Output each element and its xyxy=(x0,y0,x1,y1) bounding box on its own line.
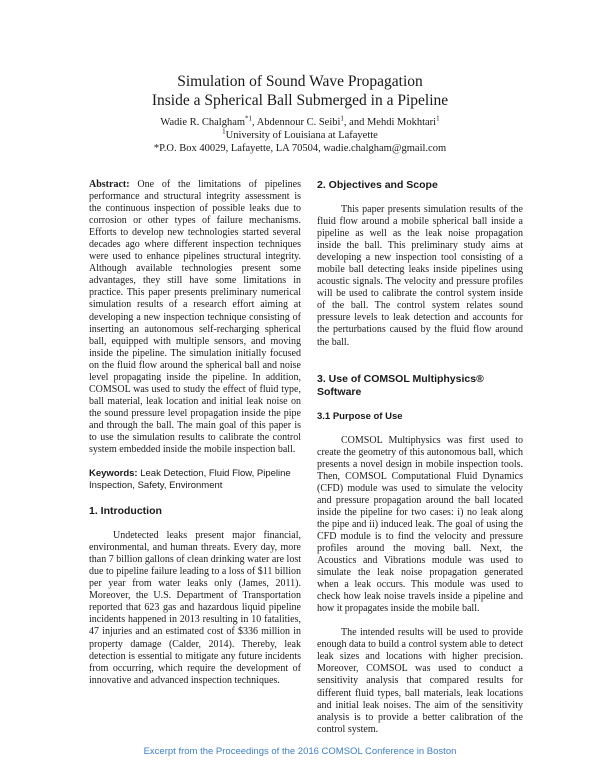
author-2: , Abdennour C. Seibi xyxy=(252,117,341,128)
paper-title xyxy=(0,72,600,110)
keywords xyxy=(89,468,301,492)
purpose-heading: 3.1 Purpose of Use xyxy=(317,410,403,422)
title-line-2: Inside a Spherical Ball Submerged in a Pipeline xyxy=(151,92,449,109)
author-2-sup: 1 xyxy=(340,114,344,123)
abstract-label: Abstract: xyxy=(89,179,130,190)
objectives-heading: 2. Objectives and Scope xyxy=(317,179,438,191)
purpose-text-2: The intended results will be used to provide enough data to build a control system able to detect leak sizes and locations with higher precision. Moreover, COMSOL was used to conduct a sensitivity analysis that compared results for different fluid types, ball materials, leak locations and initial leak noises. The aim of the sensitivity analysis is to provide a better calibration of the control system. xyxy=(317,627,523,735)
intro-heading: 1. Introduction xyxy=(89,505,162,518)
objectives-text: This paper presents simulation results of the fluid flow around a mobile spherical ball inside a pipeline as well as the leak noise propagation inside the ball. This preliminary study aims at developing a new inspection tool consisting of a mobile ball detecting leaks inside pipelines using acoustic signals. The velocity and pressure profiles will be used to calibrate the control system inside of the ball. The control system relates sound pressure levels to leak detection and accounts for the perturbations caused by the fluid flow around the ball. xyxy=(317,204,523,348)
footer-excerpt: Excerpt from the Proceedings of the 2016 COMSOL Conference in Boston xyxy=(143,746,457,757)
author-3: , and Mehdi Mokhtari xyxy=(343,117,437,128)
affiliation-sup: 1 xyxy=(222,127,226,136)
comsol-heading: 3. Use of COMSOL Multiphysics® Software xyxy=(317,372,484,398)
affiliation xyxy=(0,129,600,142)
keywords-label: Keywords: xyxy=(89,468,138,480)
intro-text: Undetected leaks present major financial, environmental, and human threats. Every day, more than 7 billion gallons of clean drinking water are lost due to pipeline failure leading to a loss of $11 billion per year from water leaks only (James, 2011). Moreover, the U.S. Department of Transportation reported that 623 gas and hazardous liquid pipeline incidents happened in 2013 resulting in 10 fatalities, 47 injuries and an estimated cost of $336 million in property damage (Calder, 2014). Thereby, leak detection is essential to mitigate any future incidents from occurring, which require the development of innovative and advanced inspection techniques. xyxy=(89,530,301,686)
purpose-text-1: COMSOL Multiphysics was first used to create the geometry of this autonomous ball, which presents a novel design in mobile inspection tools. Then, COMSOL Computational Fluid Dynamics (CFD) module was used to simulate the velocity and pressure propagation around the ball located inside the pipeline for two cases: i) no leak along the pipe and ii) induced leak. The goal of using the CFD module is to find the velocity and pressure profiles around the moving ball. Next, the Acoustics and Vibrations module was used to simulate the leak noise propagation generated when a leak occurs. This module was used to check how leak noise travels inside a pipeline and how it propagates inside the mobile ball. xyxy=(317,434,523,615)
address: *P.O. Box 40029, Lafayette, LA 70504, wadie.chalgham@gmail.com xyxy=(153,143,447,154)
author-block xyxy=(0,116,600,155)
author-3-sup: 1 xyxy=(436,114,440,123)
author-names xyxy=(0,116,600,129)
right-column xyxy=(317,179,523,736)
abstract-text: One of the limitations of pipelines performance and structural integrity assessment is the continuous inspection of possible leaks due to corrosion or other types of failure mechanisms. Efforts to develop new technologies started several decades ago where different inspection techniques were used to enhance pipelines structural integrity. Although available technologies present some advantages, they still have some limitations in practice. This paper presents preliminary numerical simulation results of a research effort aiming at developing a new inspection technique consisting of inserting an autonomous self-recharging spherical ball, equipped with multiple sensors, and moving inside the pipeline. The simulation initially focused on the fluid flow around the spherical ball and noise level propagating inside the pipeline. In addition, COMSOL was used to study the effect of fluid type, ball material, leak location and initial leak noise on the sound pressure level propagation inside the pipe and through the ball. The main goal of this paper is to use the simulation results to calibrate the control system embedded inside the mobile inspection ball. xyxy=(89,179,301,456)
left-column xyxy=(89,179,301,687)
abstract xyxy=(89,179,301,456)
keywords-text: Leak Detection, Fluid Flow, Pipeline Inspection, Safety, Environment xyxy=(89,468,291,492)
affiliation-text: University of Louisiana at Lafayette xyxy=(225,130,378,141)
author-1-sup: *1 xyxy=(245,114,253,123)
title-line-1: Simulation of Sound Wave Propagation xyxy=(177,73,423,90)
author-1: Wadie R. Chalgham xyxy=(160,117,246,128)
